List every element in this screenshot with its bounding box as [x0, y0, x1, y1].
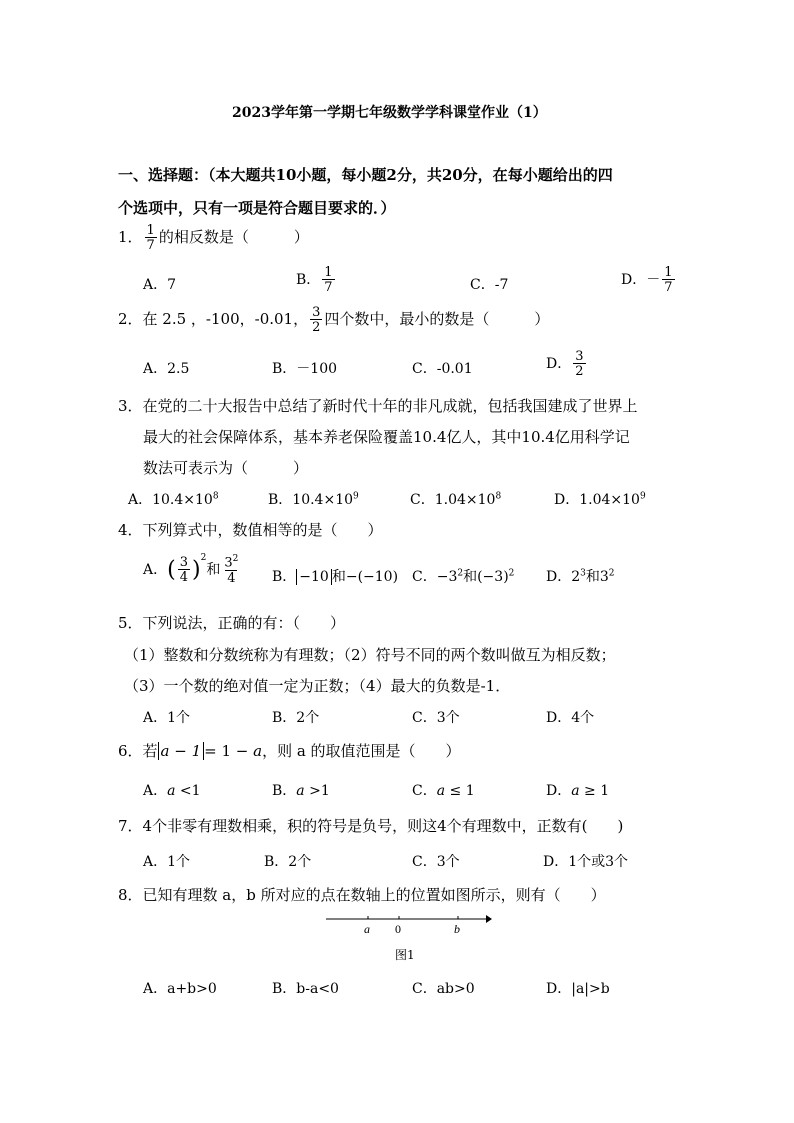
question-7-option-d[interactable]: D．1个或3个 [543, 854, 629, 870]
question-5-option-d[interactable]: D．4个 [546, 710, 595, 726]
number-line-figure [320, 908, 500, 938]
question-5-statement-2: （3）一个数的绝对值一定为正数；（4）最大的负数是-1． [124, 677, 511, 695]
question-3-line1: 3．在党的二十大报告中总结了新时代十年的非凡成就，包括我国建成了世界上 [118, 397, 638, 415]
question-3-line3: 数法可表示为（ ） [143, 459, 309, 477]
section-header-line2: 个选项中，只有一项是符合题目要求的．） [118, 199, 396, 217]
question-2-option-d[interactable]: D． $\frac{3}{2}$ [546, 349, 584, 379]
question-4-option-c[interactable]: C．$-3^2$和$(-3)^2$ [412, 568, 515, 585]
label-b: b [454, 922, 460, 936]
question-5-stem: 5．下列说法，正确的有：（ ） [118, 614, 346, 632]
question-5-option-c[interactable]: C．3个 [412, 710, 460, 726]
question-8-stem: 8．已知有理数 a，b 所对应的点在数轴上的位置如图所示，则有（ ） [118, 886, 606, 904]
question-7-option-a[interactable]: A．1个 [143, 854, 191, 870]
question-6-stem: 6．若 a − 1 = 1 − a，则 a 的取值范围是（ ） [118, 742, 461, 760]
question-1-option-a[interactable]: A．7 [143, 277, 177, 293]
question-1-option-b[interactable]: B． $\frac{1}{7}$ [296, 265, 333, 295]
figure-caption: 图1 [395, 948, 415, 962]
question-4-option-a[interactable]: A．( $\frac{3}{4}$ )$^2$和 $\frac{3^2}{4}$ [143, 553, 239, 586]
label-0: 0 [395, 922, 401, 936]
question-8-option-c[interactable]: C．ab>0 [412, 981, 475, 997]
question-4-stem: 4．下列算式中，数值相等的是（ ） [118, 521, 383, 539]
question-3-option-d[interactable]: D．$1.04\times 10^9$ [554, 491, 646, 508]
question-1-stem: 1． $\frac{1}{7}$ 的相反数是（ ） [118, 223, 309, 253]
question-6-option-b[interactable]: B．a >1 [272, 783, 330, 799]
question-6-option-a[interactable]: A．a <1 [143, 783, 201, 799]
question-5-statement-1: （1）整数和分数统称为有理数；（2）符号不同的两个数叫做互为相反数； [124, 646, 616, 664]
question-6-option-d[interactable]: D．a ≥ 1 [546, 783, 610, 799]
fraction: $\frac{1}{7}$ [146, 223, 155, 253]
number-line-arrow [486, 915, 492, 923]
question-2-option-b[interactable]: B．－100 [272, 361, 338, 377]
section-header-line1: 一、选择题：（本大题共10小题，每小题2分，共20分，在每小题给出的四 [118, 166, 613, 184]
question-3-option-a[interactable]: A．$10.4\times 10^8$ [128, 491, 219, 508]
question-2-option-c[interactable]: C．-0.01 [412, 361, 473, 377]
question-2-option-a[interactable]: A．2.5 [143, 361, 190, 377]
question-4-option-d[interactable]: D．$2^3$和$3^2$ [546, 568, 615, 585]
question-7-option-c[interactable]: C．3个 [412, 854, 460, 870]
question-3-option-b[interactable]: B．$10.4\times 10^9$ [268, 491, 359, 508]
question-7-option-b[interactable]: B．2个 [264, 854, 312, 870]
question-1-option-d[interactable]: D．－ $\frac{1}{7}$ [621, 265, 673, 295]
question-5-option-a[interactable]: A．1个 [143, 710, 191, 726]
question-4-option-b[interactable]: B． −10 和−(−10) [272, 569, 399, 585]
label-a: a [364, 922, 370, 936]
question-6-option-c[interactable]: C．a ≤ 1 [412, 783, 475, 799]
question-5-option-b[interactable]: B．2个 [272, 710, 320, 726]
question-8-option-b[interactable]: B．b-a<0 [272, 981, 339, 997]
page-title: 2023学年第一学期七年级数学学科课堂作业（1） [232, 105, 547, 121]
question-7-stem: 7．4个非零有理数相乘，积的符号是负号，则这4个有理数中，正数有( ) [118, 817, 624, 835]
question-1-option-c[interactable]: C．-7 [470, 277, 509, 293]
question-3-line2: 最大的社会保障体系，基本养老保险覆盖10.4亿人，其中10.4亿用科学记 [143, 428, 630, 446]
question-8-option-a[interactable]: A．a+b>0 [143, 981, 217, 997]
question-8-option-d[interactable]: D．|a|>b [546, 981, 610, 997]
question-3-option-c[interactable]: C．$1.04\times 10^8$ [410, 491, 502, 508]
question-2-stem: 2．在 2.5 ，-100，-0.01， $\frac{3}{2}$ 四个数中，最小的数是（ ） [118, 305, 550, 335]
